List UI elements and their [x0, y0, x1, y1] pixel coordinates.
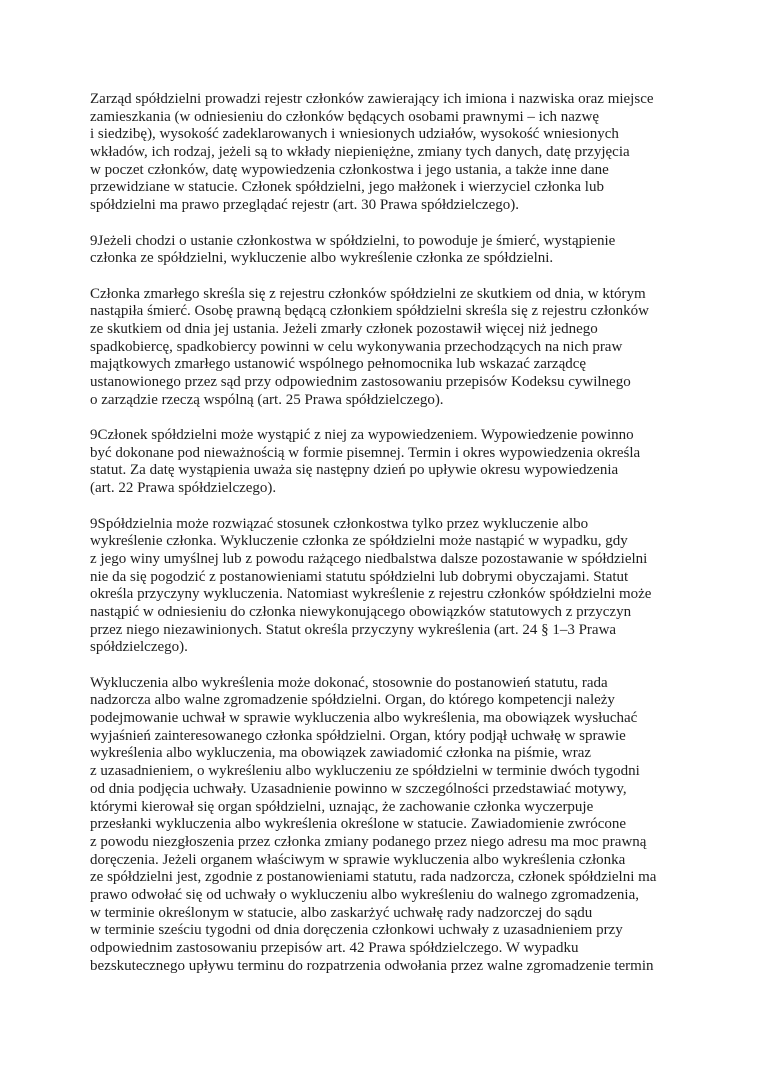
text-line: przez niego niezawinionych. Statut określa przyczyny wykreślenia (art. 24 § 1–3 Prawa	[90, 621, 617, 638]
text-line: Członka zmarłego skreśla się z rejestru członków spółdzielni ze skutkiem od dnia, w którym	[90, 285, 646, 302]
text-line: ustanowionego przez sąd przy odpowiednim zastosowaniu przepisów Kodeksu cywilnego	[90, 374, 631, 390]
text-line: spadkobiercę, spadkobiercy powinni w celu wykonywania przechodzących na nich praw	[90, 338, 623, 355]
paragraph-exclusion-removal	[90, 516, 690, 658]
text-line: z uzasadnieniem, o wykreśleniu albo wykluczeniu ze spółdzielni w terminie dwóch tygodni	[90, 763, 640, 780]
text-line: prawo odwołać się od uchwały o wykluczeniu albo wykreśleniu do walnego zgromadzenia,	[90, 886, 639, 903]
text-line: przewidziane w statucie. Członek spółdzielni, jego małżonek i wierzyciel członka lub	[90, 179, 604, 196]
text-line: nastąpiła śmierć. Osobę prawną będącą członkiem spółdzielni skreśla się z rejestru członków	[90, 303, 649, 320]
text-line: Zarząd spółdzielni prowadzi rejestr członków zawierający ich imiona i nazwiska oraz miejsce	[90, 91, 654, 107]
text-line: podejmowanie uchwał w sprawie wykluczenia albo wykreślenia, ma obowiązek wysłuchać	[90, 710, 638, 727]
text-line: którymi kierował się organ spółdzielni, uznając, że zachowanie członka wyczerpuje	[90, 798, 594, 815]
text-line: doręczenia. Jeżeli organem właściwym w sprawie wykluczenia albo wykreślenia członka	[90, 851, 626, 868]
text-line: z powodu niezgłoszenia przez członka zmiany podanego przez niego adresu ma moc prawną	[90, 833, 647, 850]
text-line: nadzorcza albo walne zgromadzenie spółdzielni. Organ, do którego kompetencji należy	[90, 692, 615, 709]
text-line: nie da się pogodzić z postanowieniami statutu spółdzielni lub dobrymi obyczajami. Statut	[90, 568, 629, 585]
text-line: wkładów, ich rodzaj, jeżeli są to wkłady niepieniężne, zmiany tych danych, datę przyjęcia	[90, 144, 630, 161]
text-line: i siedzibę), wysokość zadeklarowanych i wniesionych udziałów, wysokość wniesionych	[90, 126, 619, 143]
text-line: o zarządzie rzeczą wspólną (art. 25 Prawa spółdzielczego).	[90, 391, 444, 408]
text-line: 9Jeżeli chodzi o ustanie członkostwa w spółdzielni, to powoduje je śmierć, wystąpienie	[90, 232, 616, 249]
text-line: majątkowych zmarłego ustanowić wspólnego pełnomocnika lub wskazać zarządcę	[90, 356, 587, 373]
paragraph-membership-termination	[90, 233, 690, 268]
text-line: zamieszkania (w odniesieniu do członków będących osobami prawnymi – ich nazwę	[90, 108, 599, 125]
text-line: ze skutkiem od dnia jej ustania. Jeżeli zmarły członek pozostawił więcej niż jednego	[90, 320, 598, 337]
text-line: spółdzielczego).	[90, 639, 188, 656]
text-line: w terminie sześciu tygodni od dnia doręczenia członkowi uchwały z uzasadnieniem przy	[90, 922, 623, 939]
text-line: w poczet członków, datę wypowiedzenia członkostwa i jego ustania, a także inne dane	[90, 161, 609, 178]
document-page	[90, 91, 690, 993]
text-line: Wykluczenia albo wykreślenia może dokonać, stosownie do postanowień statutu, rada	[90, 674, 608, 691]
text-line: członka ze spółdzielni, wykluczenie albo wykreślenie członka ze spółdzielni.	[90, 250, 554, 267]
text-line: 9Członek spółdzielni może wystąpić z niej za wypowiedzeniem. Wypowiedzenie powinno	[90, 427, 634, 444]
text-line: wykreślenie członka. Wykluczenie członka ze spółdzielni może nastąpić w wypadku, gdy	[90, 533, 628, 550]
text-line: przesłanki wykluczenia albo wykreślenia określone w statucie. Zawiadomienie zwrócone	[90, 816, 627, 833]
text-line: (art. 22 Prawa spółdzielczego).	[90, 480, 277, 497]
text-line: bezskutecznego upływu terminu do rozpatrzenia odwołania przez walne zgromadzenie termin	[90, 957, 654, 974]
paragraph-member-register	[90, 91, 690, 215]
text-line: ze spółdzielni jest, zgodnie z postanowieniami statutu, rada nadzorcza, członek spółdzielni ma	[90, 869, 657, 886]
text-line: od dnia podjęcia uchwały. Uzasadnienie powinno w szczególności przedstawiać motywy,	[90, 780, 627, 797]
text-line: spółdzielni ma prawo przeglądać rejestr (art. 30 Prawa spółdzielczego).	[90, 197, 519, 214]
text-line: statut. Za datę wystąpienia uważa się następny dzień po upływie okresu wypowiedzenia	[90, 462, 619, 479]
text-line: w terminie określonym w statucie, albo zaskarżyć uchwałę rady nadzorczej do sądu	[90, 904, 593, 921]
text-line: odpowiednim zastosowaniu przepisów art. 42 Prawa spółdzielczego. W wypadku	[90, 940, 579, 956]
text-line: z jego winy umyślnej lub z powodu rażącego niedbalstwa dalsze pozostawanie w spółdzielni	[90, 550, 648, 567]
text-line: wyjaśnień zainteresowanego członka spółdzielni. Organ, który podjął uchwałę w sprawie	[90, 727, 626, 744]
text-line: być dokonane pod nieważnością w formie pisemnej. Termin i okres wypowiedzenia określa	[90, 444, 641, 461]
paragraph-exclusion-procedure	[90, 675, 690, 976]
text-line: 9Spółdzielnia może rozwiązać stosunek członkostwa tylko przez wykluczenie albo	[90, 515, 589, 532]
text-line: określa przyczyny wykluczenia. Natomiast wykreślenie z rejestru członków spółdzielni może	[90, 586, 652, 603]
text-line: wykreślenia albo wykluczenia, ma obowiązek zawiadomić członka na piśmie, wraz	[90, 745, 592, 762]
paragraph-withdrawal	[90, 427, 690, 498]
paragraph-deceased-member	[90, 286, 690, 410]
text-line: nastąpić w odniesieniu do członka niewykonującego obowiązków statutowych z przyczyn	[90, 603, 632, 620]
